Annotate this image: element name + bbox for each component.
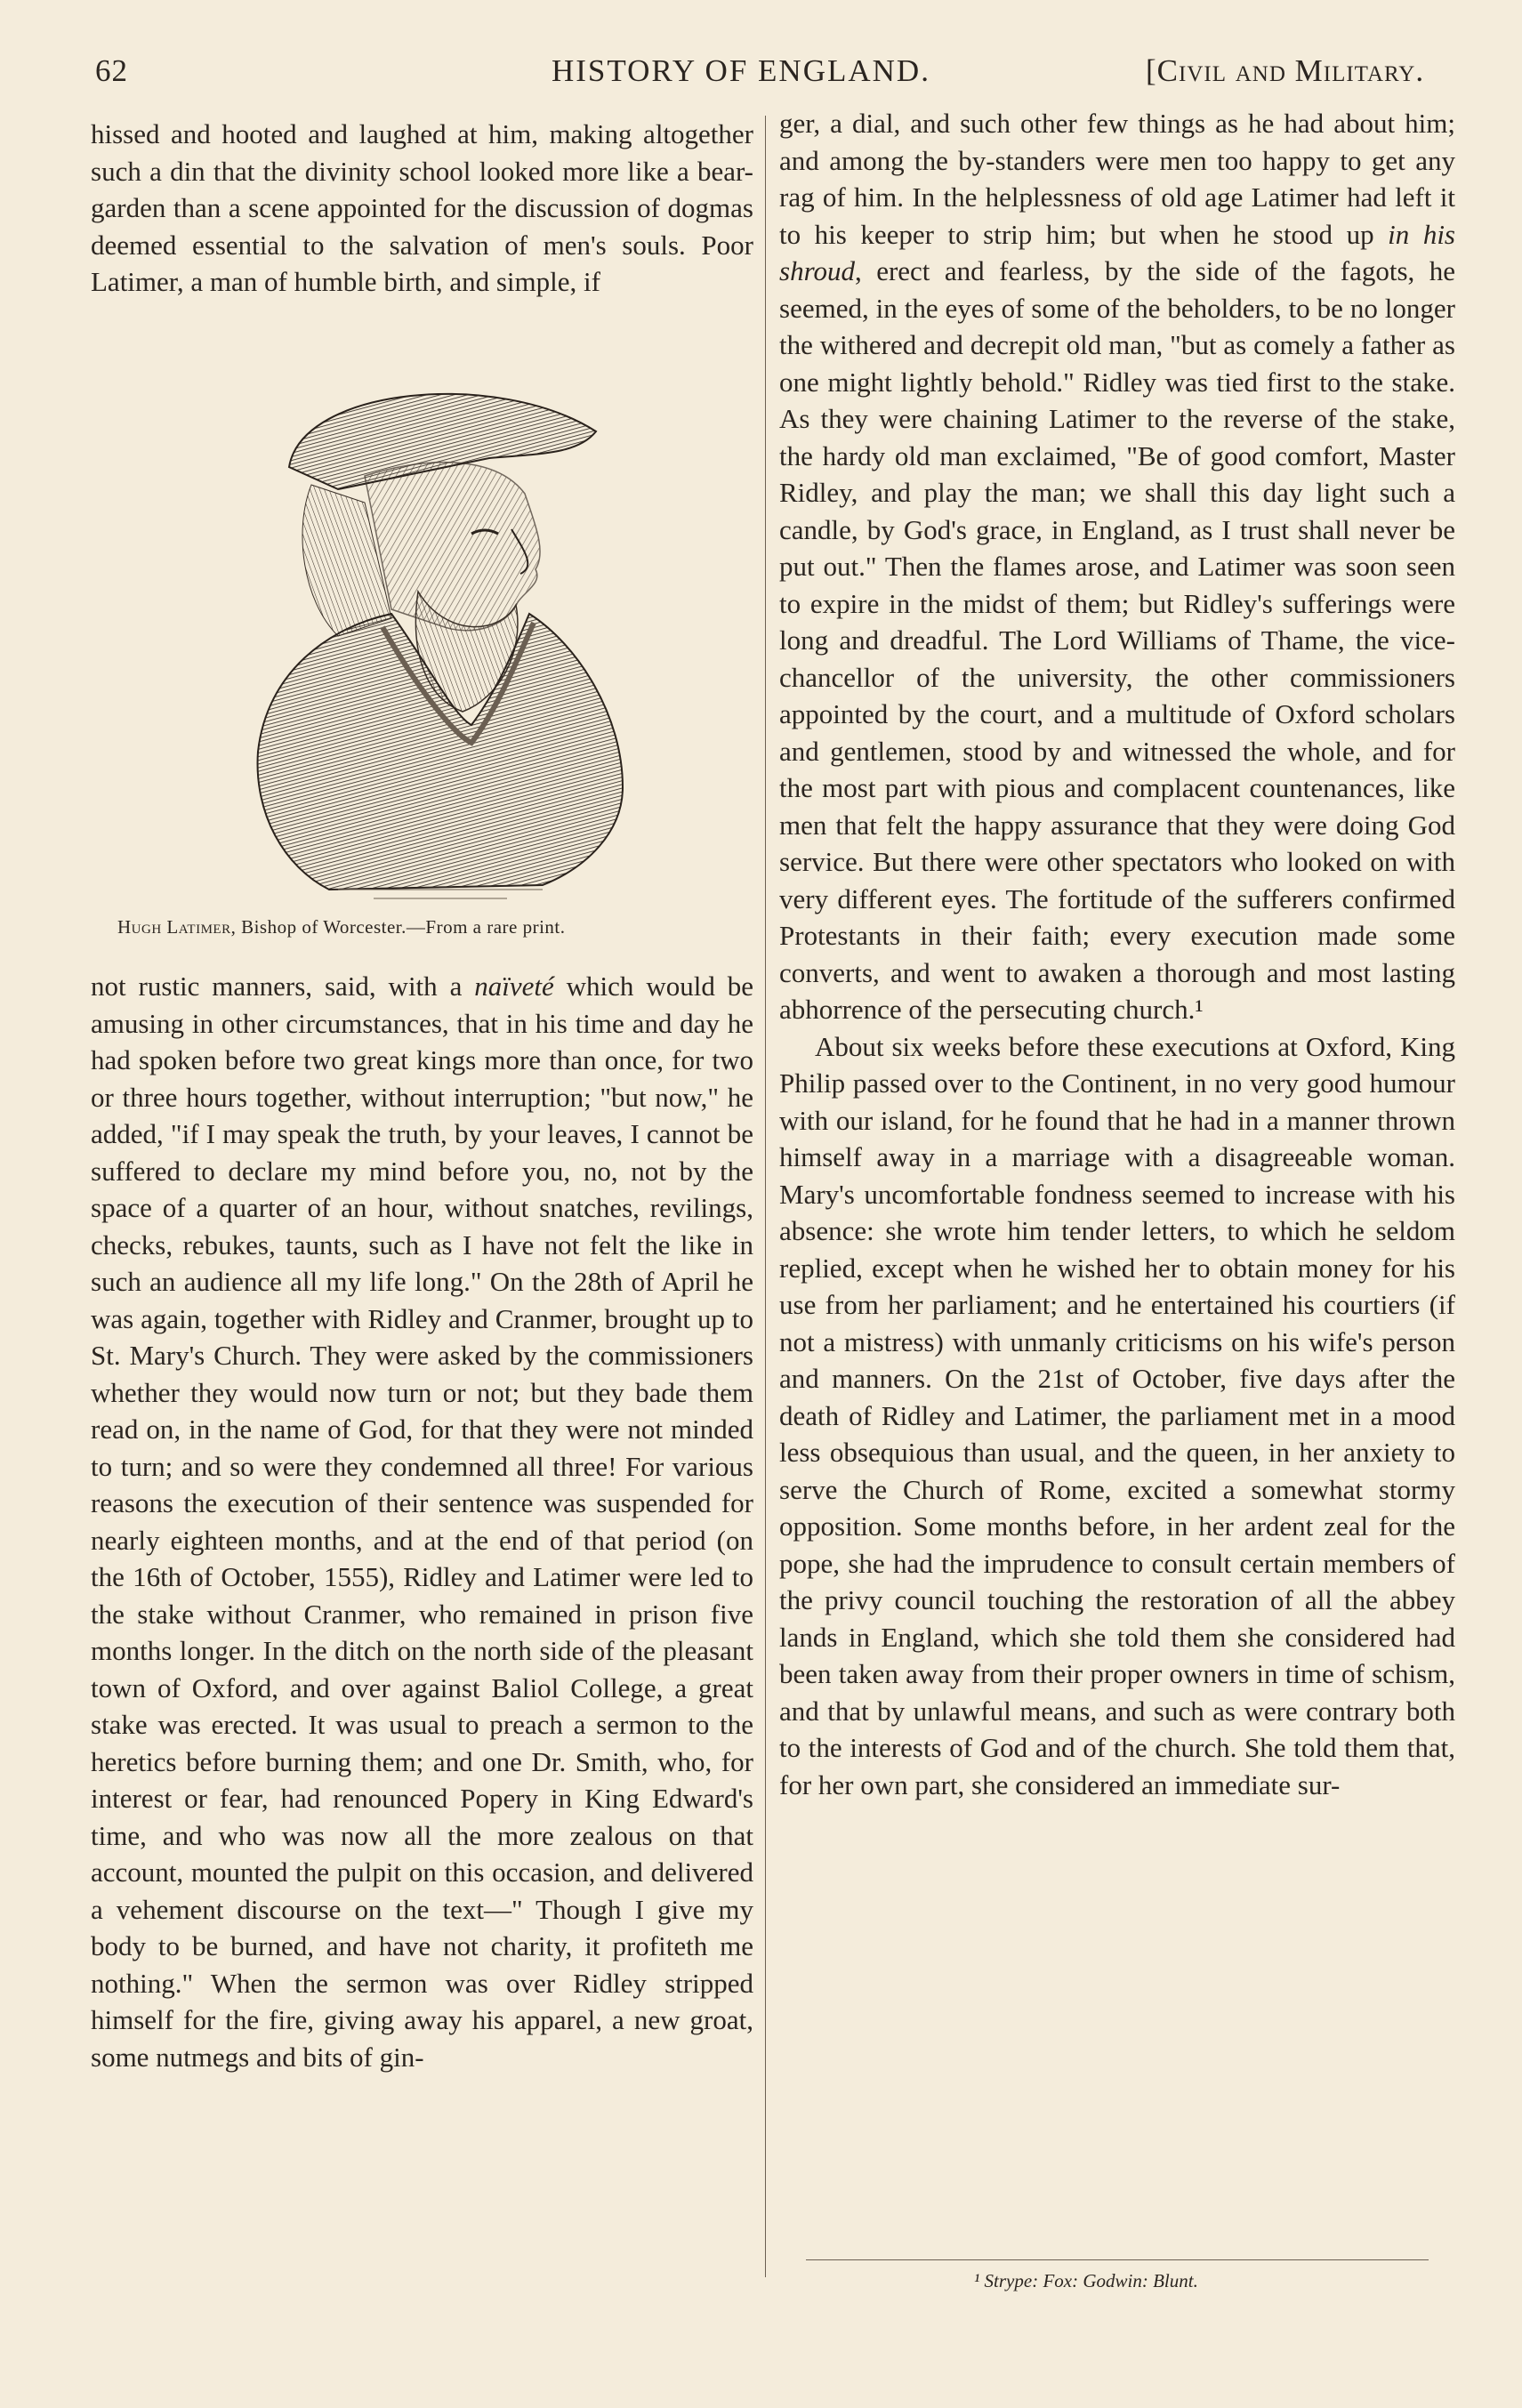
section-heading: [Civil and Military. [1146, 53, 1425, 88]
text-run: ger, a dial, and such other few things as he had about him; and among the by-standers were men too happy to get any rag of him. In the helplessness of old age Latimer had left it to his keeper to strip him; but when he stood up [779, 108, 1455, 250]
left-column-main [91, 968, 753, 2075]
paragraph [91, 968, 753, 2075]
paragraph: About six weeks before these executions at Oxford, King Philip passed over to the Continent, in no very good humour with our island, for he found that he had in a manner thrown himself away in a marriage with a disagreeable woman. Mary's uncomfortable fondness seemed to increase with his absence: she wrote him tender letters, to which he seldom replied, except when he wished her to obtain money for his use from her parliament; and he entertained his courtiers (if not a mistress) with unmanly criticisms on his wife's person and manners. On the 21st of October, five days after the death of Ridley and Latimer, the parliament met in a mood less obsequious than usual, and the queen, in her anxiety to serve the Church of Rome, excited a somewhat stormy opposition. Some months before, in her ardent zeal for the pope, she had the imprudence to consult certain members of the privy council touching the restoration of all the abbey lands in England, which she told them she considered had been taken away from their proper owners in time of schism, and that by unlawful means, and such as were contrary both to the interests of God and of the church. She told them that, for her own part, she considered an immediate sur- [779, 1030, 1455, 1800]
italic-run: in his shroud [779, 218, 1455, 286]
caption-name: Hugh Latimer [117, 916, 231, 938]
caption-text: , Bishop of Worcester.—From a rare print. [230, 916, 566, 938]
footnote-rule [806, 2259, 1429, 2260]
left-column-top [91, 116, 753, 301]
paragraph: hissed and hooted and laughed at him, making altogether such a din that the divinity school looked more like a bear-garden than a scene appointed for the discussion of dogmas deemed essential to the salvation of men's souls. Poor Latimer, a man of humble birth, and simple, if [91, 118, 753, 297]
running-title: HISTORY OF ENGLAND. [552, 53, 930, 88]
text-run: which would be amusing in other circumstances, that in his time and day he had spoken before two great kings more than once, for two or three hours together, without interruption; "but now," he added, "if I may speak the truth, by your leaves, I cannot be suffered to declare my mind before you, no, not by the space of a quarter of an hour, without snatches, revilings, checks, rebukes, taunts, such as I have not felt the like in such an audience all my life long." On the 28th of April he was again, together with Ridley and Cranmer, brought up to St. Mary's Church. They were asked by the commissioners whether they would now turn or not; but they bade them read on, in the name of God, for that they were not minded to turn; and so were they condemned all three! For various reasons the execution of their sentence was suspended for nearly eighteen months, and at the end of that period (on the 16th of October, 1555), Ridley and Latimer were led to the stake without Cranmer, who remained in prison five months longer. In the ditch on the north side of the pleasant town of Oxford, and over against Baliol College, a great stake was erected. It was usual to preach a sermon to the heretics before burning them; and one Dr. Smith, who, for interest or fear, had renounced Popery in King Edward's time, and who was now all the more zealous on that account, mounted the pulpit on this occasion, and delivered a vehement discourse on the text—" Though I give my body to be burned, and have not charity, it profiteth me nothing." When the sermon was over Ridley stripped himself for the fire, giving away his apparel, a new groat, some nutmegs and bits of gin- [91, 970, 753, 2073]
text-run: not rustic manners, said, with a [91, 970, 475, 1002]
text-run: , erect and fearless, by the side of the fagots, he seemed, in the eyes of some of the beholders, to be no longer the withered and decrepit old man, "but as comely a father as one might lightly behold." Ridley was tied first to the stake. As they were chaining Latimer to the reverse of the stake, the hardy old man exclaimed, "Be of good comfort, Master Ridley, and play the man; we shall this day light such a candle, by God's grace, in England, as I trust shall never be put out." Then the flames arose, and Latimer was soon seen to expire in the midst of them; but Ridley's sufferings were long and dreadful. The Lord Williams of Thame, the vice-chancellor of the university, the other commissioners appointed by the court, and a multitude of Oxford scholars and gentlemen, stood by and witnessed the whole, and for the most part with pious and complacent countenances, like men that felt the happy assurance that they were doing God service. But there were other spectators who looked on with very different eyes. The fortitude of the sufferers confirmed Protestants in their faith; every execution made some converts, and went to awaken a thorough and most lasting abhorrence of the persecuting church.¹ [779, 255, 1455, 1025]
paragraph [779, 105, 1455, 1028]
footnote: ¹ Strype: Fox: Godwin: Blunt. [974, 2270, 1198, 2291]
right-column [779, 105, 1455, 1803]
portrait-engraving-icon [205, 369, 658, 903]
figure-caption [117, 916, 740, 938]
page-number: 62 [95, 53, 128, 88]
italic-run: naïveté [474, 970, 554, 1002]
column-divider [765, 116, 766, 2277]
